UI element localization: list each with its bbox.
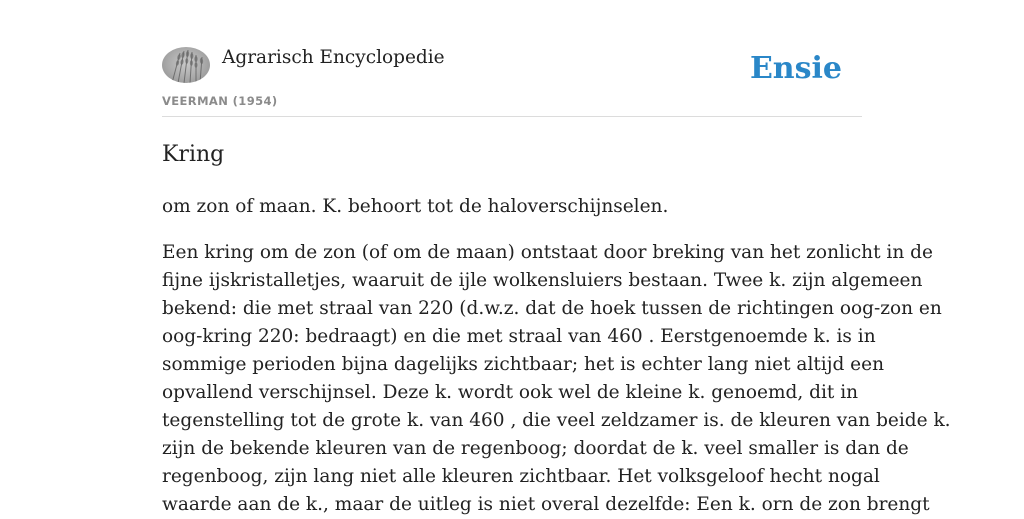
- byline: VEERMAN (1954): [162, 94, 278, 108]
- wheat-ears-icon[interactable]: [162, 47, 210, 83]
- header: [162, 0, 862, 117]
- entry-title: Kring: [162, 142, 225, 167]
- entry-body: [162, 239, 951, 519]
- body-line: sommige perioden bijna dagelijks zichtbaar; het is echter lang niet altijd een: [162, 354, 884, 375]
- body-line: Een kring om de zon (of om de maan) ontstaat door breking van het zonlicht in de: [162, 242, 933, 263]
- entry-lead: om zon of maan. K. behoort tot de haloverschijnselen.: [162, 196, 669, 217]
- body-line: tegenstelling tot de grote k. van 460 , die veel zeldzamer is. de kleuren van beide k.: [162, 410, 951, 431]
- publication-title-link[interactable]: Agrarisch Encyclopedie: [222, 47, 445, 68]
- body-line: opvallend verschijnsel. Deze k. wordt ook wel de kleine k. genoemd, dit in: [162, 382, 859, 403]
- body-line: zijn de bekende kleuren van de regenboog; doordat de k. veel smaller is dan de: [162, 438, 909, 459]
- brand-logo-link[interactable]: Ensie: [749, 51, 842, 86]
- body-line: regenboog, zijn lang niet alle kleuren zichtbaar. Het volksgeloof hecht nogal: [162, 466, 880, 487]
- page-container: [162, 0, 951, 515]
- body-line: fijne ijskristalletjes, waaruit de ijle wolkensluiers bestaan. Twee k. zijn algemeen: [162, 270, 923, 291]
- body-line: bekend: die met straal van 220 (d.w.z. dat de hoek tussen de richtingen oog-zon en: [162, 298, 942, 319]
- body-line: oog-kring 220: bedraagt) en die met straal van 460 . Eerstgenoemde k. is in: [162, 326, 876, 347]
- body-line: waarde aan de k., maar de uitleg is niet overal dezelfde: Een k. orn de zon brengt: [162, 494, 930, 515]
